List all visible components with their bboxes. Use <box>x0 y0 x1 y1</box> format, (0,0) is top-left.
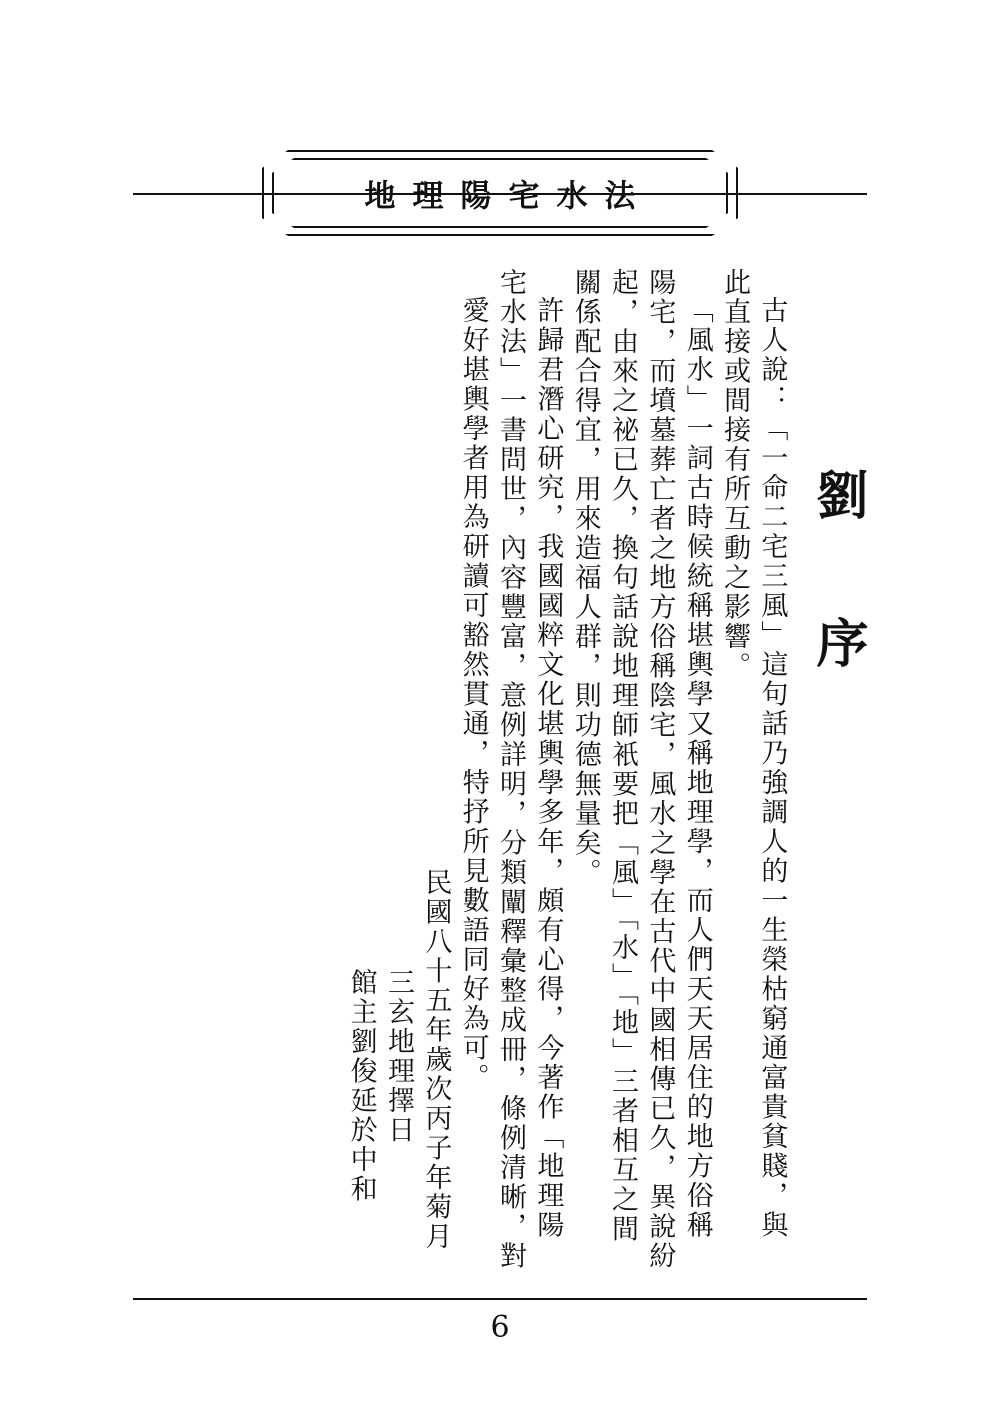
body-column-7: 許歸君潛心研究，我國國粹文化堪輿學多年，頗有心得，今著作「地理陽 <box>532 296 564 1240</box>
body-column-2: 此直接或間接有所互動之影響。 <box>719 268 751 681</box>
body-column-9: 愛好堪輿學者用為研讀可豁然貫通，特抒所見數語同好為可。 <box>457 296 489 1093</box>
book-title: 地理陽宅水法 <box>364 178 653 215</box>
body-column-1: 古人說：「一命二宅三風」這句話乃強調人的一生榮枯窮通富貴貧賤，與 <box>756 296 788 1240</box>
signature-line-3: 館主劉俊延於中和 <box>345 968 377 1204</box>
body-column-6: 關係配合得宜，用來造福人群，則功德無量矣。 <box>569 268 601 888</box>
header-title-plate <box>262 150 738 236</box>
section-title: 劉 序 <box>807 468 868 690</box>
body-column-5: 起，由來之祕已久，換句話說地理師衹要把「風」「水」「地」三者相互之間 <box>607 268 639 1244</box>
vertical-text-body <box>150 268 890 1271</box>
body-column-4: 陽宅，而墳墓葬亡者之地方俗稱陰宅，風水之學在古代中國相傳已久，異說紛 <box>644 268 676 1271</box>
page-number: 6 <box>490 1310 510 1345</box>
signature-line-2: 三玄地理擇日 <box>382 968 414 1145</box>
page-header <box>0 150 1000 240</box>
body-column-8: 宅水法」一書問世，內容豐富，意例詳明，分類闡釋彙整成冊，條例清晰，對 <box>495 268 526 1271</box>
signature-date: 民國八十五年歲次丙子年菊月 <box>420 868 452 1252</box>
footer-rule <box>133 1298 867 1300</box>
body-column-3: 「風水」一詞古時候統稱堪輿學又稱地理學，而人們天天居住的地方俗稱 <box>681 296 713 1240</box>
